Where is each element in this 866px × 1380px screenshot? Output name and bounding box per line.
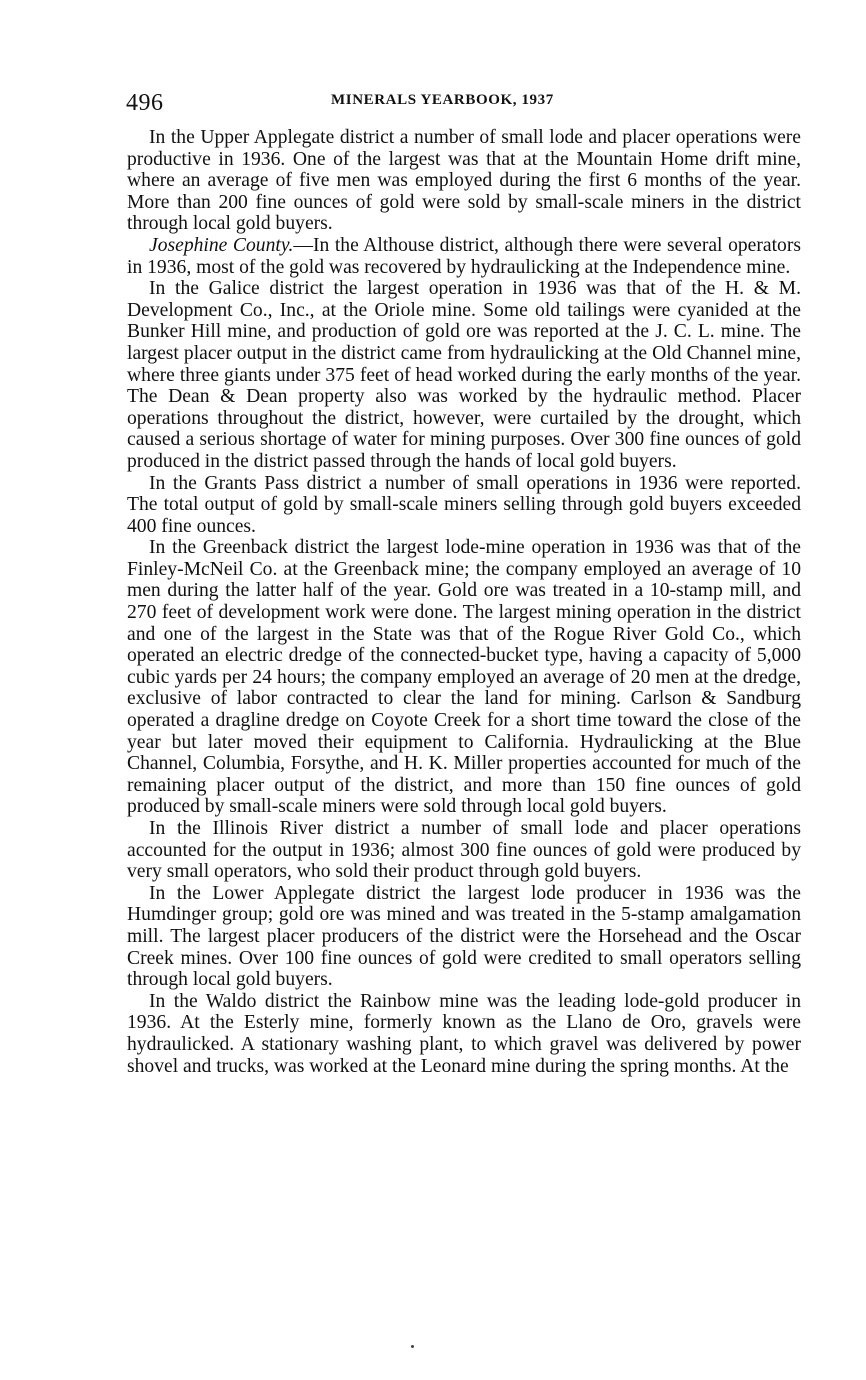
paragraph-text: In the Upper Applegate district a number of small lode and placer operations were productive in 1936. One of the largest was that at the Mountain Home drift mine, where an average of five men was employed during the first 6 months of the year. More than 200 fine ounces of gold were sold by small-scale miners in the district through local gold buyers. bbox=[127, 127, 801, 235]
paragraph-text: In the Grants Pass district a number of small operations in 1936 were reported. The total output of gold by small-scale miners selling through gold buyers exceeded 400 fine ounces. bbox=[127, 472, 801, 537]
section-lead-josephine-county: Josephine County. bbox=[149, 234, 294, 256]
body-text bbox=[127, 127, 801, 1077]
paragraph-josephine-county bbox=[127, 235, 801, 278]
paragraph-text: In the Greenback district the largest lode-mine operation in 1936 was that of the Finley-McNeil Co. at the Greenback mine; the company employed an average of 10 men during the latter half of the year. Gold ore was treated in a 10-stamp mill, and 270 feet of development work were done. The largest mining operation in the district and one of the largest in the State was that of the Rogue River Gold Co., which operated an electric dredge of the connected-bucket type, having a capacity of 5,000 cubic yards per 24 hours; the company employed an average of 20 men at the dredge, exclusive of labor contracted to clear the land for mining. Carlson & Sandburg operated a dragline dredge on Coyote Creek for a short time toward the close of the year but later moved their equipment to California. Hydraulicking at the Blue Channel, Columbia, Forsythe, and H. K. Miller properties accounted for much of the remaining placer output of the district, and more than 150 fine ounces of gold produced by small-scale miners were sold through local gold buyers. bbox=[127, 537, 801, 818]
page-number: 496 bbox=[126, 90, 164, 116]
page-header bbox=[126, 90, 800, 120]
paragraph-greenback bbox=[127, 537, 801, 818]
paragraph-upper-applegate bbox=[127, 127, 801, 235]
paragraph-illinois-river bbox=[127, 818, 801, 883]
paragraph-galice bbox=[127, 278, 801, 472]
paragraph-text: In the Waldo district the Rainbow mine was the leading lode-gold producer in 1936. At the Esterly mine, formerly known as the Llano de Oro, gravels were hydraulicked. A stationary washing plant, to which gravel was delivered by power shovel and trucks, was worked at the Leonard mine during the spring months. At the bbox=[127, 990, 801, 1077]
paragraph-text: In the Lower Applegate district the largest lode producer in 1936 was the Humdinger group; gold ore was mined and was treated in the 5-stamp amalgamation mill. The largest placer producers of the district were the Horsehead and the Oscar Creek mines. Over 100 fine ounces of gold were credited to small operators selling through local gold buyers. bbox=[127, 882, 801, 991]
paragraph-lower-applegate bbox=[127, 883, 801, 991]
running-title: MINERALS YEARBOOK, 1937 bbox=[331, 92, 554, 108]
paragraph-text: —In the Althouse district, although there were several operators in 1936, most of the gold was recovered by hydraulicking at the Independence mine. bbox=[127, 234, 801, 278]
printing-mark bbox=[411, 1345, 414, 1348]
paragraph-grants-pass bbox=[127, 473, 801, 538]
paragraph-text: In the Illinois River district a number of small lode and placer operations accounted for the output in 1936; almost 300 fine ounces of gold were produced by very small operators, who sold their product through gold buyers. bbox=[127, 818, 801, 883]
paragraph-waldo bbox=[127, 991, 801, 1077]
paragraph-text: In the Galice district the largest operation in 1936 was that of the H. & M. Development Co., Inc., at the Oriole mine. Some old tailings were cyanided at the Bunker Hill mine, and production of gold ore was reported at the J. C. L. mine. The largest placer output in the district came from hydraulicking at the Old Channel mine, where three giants under 375 feet of head worked during the early months of the year. The Dean & Dean property also was worked by the hydraulic method. Placer operations throughout the district, however, were curtailed by the drought, which caused a serious shortage of water for mining purposes. Over 300 fine ounces of gold produced in the district passed through the hands of local gold buyers. bbox=[127, 278, 801, 472]
